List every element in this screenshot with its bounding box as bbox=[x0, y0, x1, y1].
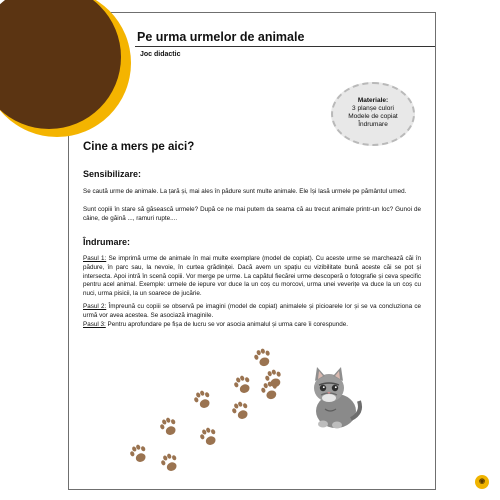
worksheet-page bbox=[68, 12, 486, 490]
materials-item: Modele de copiat bbox=[348, 113, 398, 120]
paw-print-icon bbox=[192, 388, 214, 410]
paw-print-icon bbox=[198, 425, 220, 447]
paw-print-icon bbox=[232, 373, 254, 395]
sensibilizare-paragraph: Se caută urme de animale. La țară și, mai ales în pădure sunt multe animale. Ele își lasă urmele pe pământul umed. bbox=[83, 188, 407, 195]
paw-print-icon bbox=[252, 347, 273, 369]
step-text: Pentru aprofundare pe fișa de lucru se vor asocia animalul și urma care îi corespunde. bbox=[105, 321, 348, 328]
step-text: Se imprimă urme de animale în mai multe exemplare (model de copiat). Cu aceste urme se marchează căi în pădure, în parc sau, la nevoie, în curtea grădiniței. Dacă avem un spațiu cu vizibilitate bună aceste căi se pot și intersecta. Apoi intră în scenă copiii. Vor merge pe urme. La capătul fiecărei urme descoperă o fotografie și ceva specific pentru acel animal. Exemple: urmele de iepure vor duce la un coș cu morcovi, urma unei veverițe va duce la un coș cu nuci, urma pisicii, la un soarece de jucărie. bbox=[83, 255, 421, 298]
page-number-badge: ◉ bbox=[475, 475, 489, 489]
paw-print-icon bbox=[159, 451, 181, 473]
step-label: Pasul 3: bbox=[83, 321, 106, 328]
paw-print-icon bbox=[158, 415, 180, 437]
page-title: Pe urma urmelor de animale bbox=[137, 30, 305, 44]
paw-trail bbox=[69, 13, 435, 489]
main-question: Cine a mers pe aici? bbox=[83, 141, 195, 153]
paw-print-icon bbox=[128, 442, 150, 464]
materials-item: Îndrumare bbox=[358, 121, 388, 128]
sensibilizare-paragraph: Sunt copiii în stare să găsească urmele? După ce ne mai putem da seama că au trecut animale printr-un loc? Gunoi de câine, de găină ..., ramuri rupte.... bbox=[83, 206, 421, 222]
materials-item: 3 planșe culori bbox=[352, 105, 394, 112]
step-label: Pasul 2: bbox=[83, 303, 107, 310]
kitten-illustration bbox=[305, 361, 363, 431]
sensibilizare-heading: Sensibilizare: bbox=[83, 169, 142, 179]
indrumare-heading: Îndrumare: bbox=[83, 237, 131, 247]
step-label: Pasul 1: bbox=[83, 255, 107, 262]
page-subtitle: Joc didactic bbox=[140, 51, 181, 58]
paw-print-icon bbox=[230, 399, 252, 421]
materials-heading: Materiale: bbox=[357, 97, 389, 104]
step-text: Împreună cu copiii se observă pe imagini (model de copiat) animalele și picioarele lor și se va concluziona ce urmă vor avea acestea. Se asociază imaginile. bbox=[83, 303, 421, 319]
